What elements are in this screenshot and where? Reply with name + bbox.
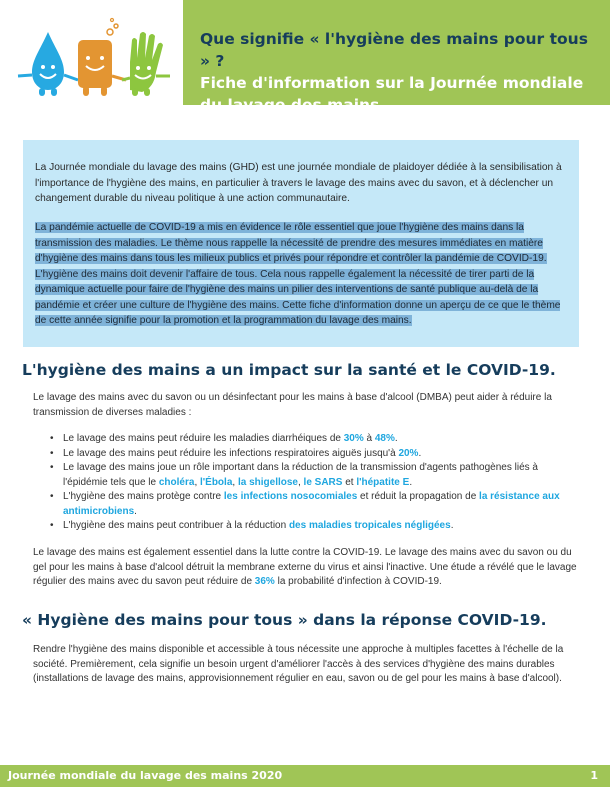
highlight-term: la shigellose [237, 476, 298, 488]
highlight-term: l'hépatite E [356, 476, 410, 488]
section-heading-hygiene-for-all: « Hygiène des mains pour tous » dans la réponse COVID-19. [22, 611, 547, 629]
highlight-stat: 48% [374, 433, 395, 444]
intro-paragraph-2[interactable] [35, 220, 567, 329]
highlight-term: l'Ébola [200, 476, 233, 488]
soap-mascot-icon [78, 19, 126, 97]
highlight-stat: 20% [398, 447, 419, 459]
intro-paragraph-1: La Journée mondiale du lavage des mains (GHD) est une journée mondiale de plaidoyer dédiée à la sensibilisation à l'importance de l'hygiène des mains, en particulier à travers le lavage des mains avec du savon, et à déclencher un changement durable du niveau politique à une action communautaire. [35, 162, 562, 204]
title-question: Que signifie « l'hygiène des mains pour tous » ? [200, 30, 588, 70]
highlight-term: la résistance aux antimicrobiens [63, 491, 560, 517]
highlight-term: des maladies tropicales négligées [288, 520, 451, 531]
highlight-term: les infections nosocomiales [223, 491, 358, 502]
hand-mascot-icon [122, 32, 170, 96]
highlight-stat: 30% [343, 433, 364, 444]
page-number: 1 [590, 769, 598, 782]
hand-hygiene-mascots-logo [10, 10, 180, 100]
highlight-stat: 36% [254, 576, 275, 587]
highlight-term: le SARS [303, 476, 343, 488]
highlight-term: choléra [158, 476, 195, 488]
header-banner [183, 0, 610, 114]
page-title [200, 28, 600, 116]
intro-box [23, 140, 579, 347]
footer-title: Journée mondiale du lavage des mains 2020 [8, 769, 283, 782]
impact-intro-paragraph: Le lavage des mains avec du savon ou un désinfectant pour les mains à base d'alcool (DMBA) peut aider à réduire la transmission de diverses maladies : [33, 392, 552, 418]
list-item: • L'hygiène des mains peut contribuer à la réduction des maladies tropicales négligées. [50, 519, 584, 534]
list-item: • L'hygiène des mains protège contre les infections nosocomiales et réduit la propagation de la résistance aux antimicrobiens. [50, 490, 584, 519]
selected-text[interactable]: La pandémie actuelle de COVID-19 a mis en évidence le rôle essentiel que joue l'hygiène des mains dans la transmission des maladies. Le thème nous rappelle la nécessité de prendre des mesures immédiates en matière d'hygiène des mains dans tous les milieux publics et privés pour répondre et contrôler la pandémie de COVID-19. L'hygiène des mains doit devenir l'affaire de tous. Cela nous rappelle également la nécessité de tirer parti de la dynamique actuelle pour faire de l'hygiène des mains un pilier des interventions de santé publique au-delà de la pandémie et créer une culture de l'hygiène des mains. Cette fiche d'information donne un aperçu de ce que le thème de cette année signifie pour la promotion et la programmation du lavage des mains. [35, 222, 561, 326]
covid-paragraph: Le lavage des mains est également essentiel dans la lutte contre la COVID-19. Le lavage des mains avec du savon ou du gel pour les mains à base d'alcool détruit la membrane externe du virus et ainsi l'inactive. Une étude a révélé que le lavage régulier des mains avec du savon peut réduire de 36% la probabilité d'infection à COVID-19. [33, 547, 577, 587]
list-item: • Le lavage des mains joue un rôle important dans la réduction de la transmission d'agents pathogènes liés à l'épidémie tels que le choléra, l'Ébola, la shigellose, le SARS et l'hépatite E. [50, 461, 584, 490]
hygiene-for-all-paragraph: Rendre l'hygiène des mains disponible et accessible à tous nécessite une approche à multiples facettes à l'échelle de la société. Premièrement, cela signifie un besoin urgent d'améliorer l'accès à des services d'hygiène des mains durables (installations de lavage des mains, approvisionnement régulier en eau, savon ou de gel pour les mains à base d'alcool). [33, 644, 564, 684]
list-item: • Le lavage des mains peut réduire les infections respiratoires aiguës jusqu'à 20%. [50, 447, 584, 462]
page-footer [0, 765, 610, 787]
title-subtitle: Fiche d'information sur la Journée mondiale du lavage des mains [200, 74, 584, 114]
impact-bullet-list [50, 432, 584, 534]
water-drop-mascot-icon [18, 32, 78, 96]
section-heading-impact: L'hygiène des mains a un impact sur la santé et le COVID-19. [22, 361, 556, 379]
list-item: • Le lavage des mains peut réduire les maladies diarrhéiques de 30% à 48%. [50, 432, 584, 447]
